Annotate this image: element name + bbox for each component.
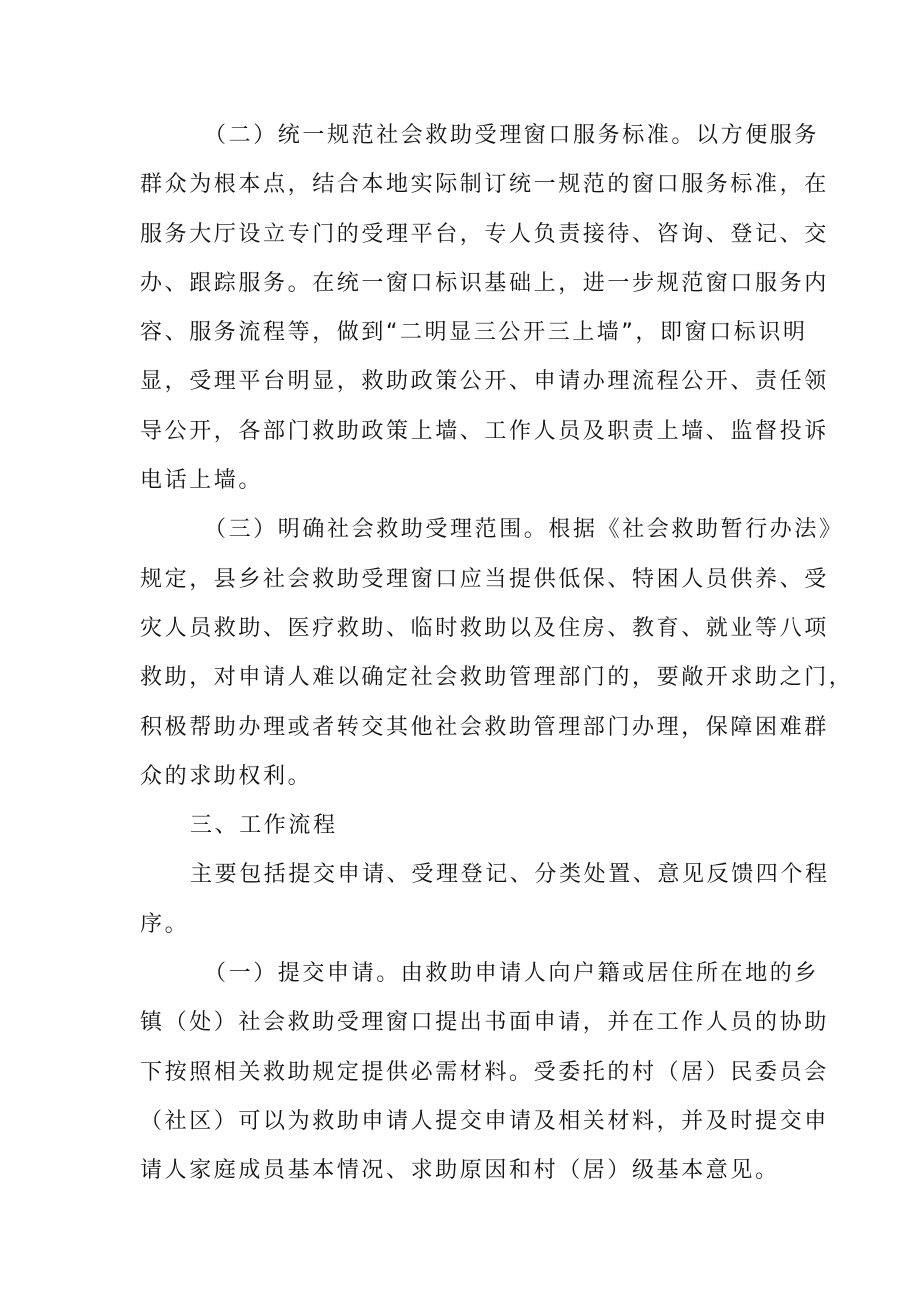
paragraph-line: 主要包括提交申请、受理登记、分类处置、意见反馈四个程 <box>190 862 830 888</box>
paragraph-line: 容、服务流程等，做到“二明显三公开三上墙”，即窗口标识明 <box>140 320 808 346</box>
paragraph-line: 显，受理平台明显，救助政策公开、申请办理流程公开、责任领 <box>140 369 829 395</box>
paragraph-acceptance-scope <box>140 505 854 801</box>
paragraph-line: 群众为根本点，结合本地实际制订统一规范的窗口服务标准，在 <box>140 172 829 198</box>
paragraph-line: （三）明确社会救助受理范围。根据《社会救助暂行办法》 <box>204 517 844 543</box>
document-body <box>140 111 854 1196</box>
paragraph-line: 办、跟踪服务。在统一窗口标识基础上，进一步规范窗口服务内 <box>140 270 829 296</box>
paragraph-line: 镇（处）社会救助受理窗口提出书面申请，并在工作人员的协助 <box>140 1010 829 1036</box>
paragraph-window-service-standard <box>140 111 829 505</box>
section-heading: 三、工作流程 <box>190 813 338 839</box>
paragraph-line: （一）提交申请。由救助申请人向户籍或居住所在地的乡 <box>204 961 820 987</box>
paragraph-line: 规定，县乡社会救助受理窗口应当提供低保、特困人员供养、受 <box>140 566 829 592</box>
paragraph-line: 众的求助权利。 <box>140 763 313 789</box>
paragraph-line: 请人家庭成员基本情况、求助原因和村（居）级基本意见。 <box>140 1158 780 1184</box>
paragraph-line: 救助，对申请人难以确定社会救助管理部门的，要敞开求助之门， <box>140 665 854 691</box>
paragraph-line: 灾人员救助、医疗救助、临时救助以及住房、教育、就业等八项 <box>140 615 829 641</box>
paragraph-line: 服务大厅设立专门的受理平台，专人负责接待、咨询、登记、交 <box>140 221 829 247</box>
paragraph-line: 电话上墙。 <box>140 468 264 494</box>
paragraph-line: 序。 <box>140 911 190 937</box>
paragraph-procedure-overview <box>140 850 830 949</box>
paragraph-line: （社区）可以为救助申请人提交申请及相关材料，并及时提交申 <box>140 1108 829 1134</box>
paragraph-line: 导公开，各部门救助政策上墙、工作人员及职责上墙、监督投诉 <box>140 418 829 444</box>
paragraph-line: 下按照相关救助规定提供必需材料。受委托的村（居）民委员会 <box>140 1059 829 1085</box>
paragraph-submit-application <box>140 949 829 1195</box>
paragraph-line: 积极帮助办理或者转交其他社会救助管理部门办理，保障困难群 <box>140 714 829 740</box>
paragraph-line: （二）统一规范社会救助受理窗口服务标准。以方便服务 <box>204 123 820 148</box>
